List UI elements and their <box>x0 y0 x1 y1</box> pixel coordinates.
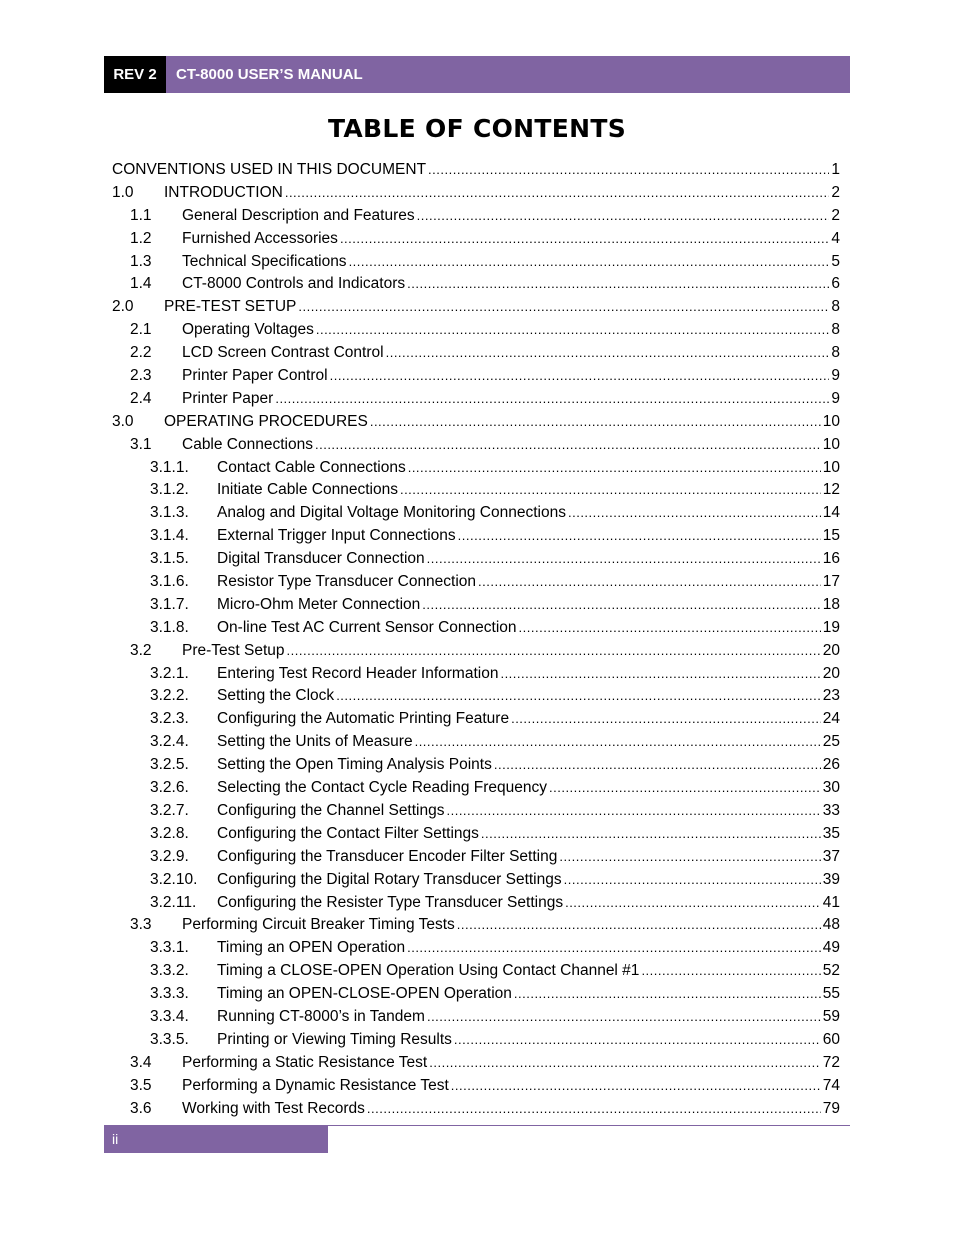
toc-entry-title: Configuring the Channel Settings <box>217 801 445 819</box>
toc-entry[interactable] <box>112 983 840 1006</box>
toc-entry-number: 2.2 <box>130 344 152 362</box>
toc-leader-dots <box>494 754 821 777</box>
toc-entry-number: 3.2.5. <box>150 756 189 774</box>
toc-entry-number: 3.2.6. <box>150 779 189 797</box>
toc-entry-page: 30 <box>822 779 840 797</box>
toc-entry-title: Furnished Accessories <box>182 229 338 247</box>
toc-entry-number: 1.0 <box>112 183 134 201</box>
toc-entry[interactable] <box>112 777 840 800</box>
toc-entry-page: 15 <box>822 527 840 545</box>
toc-leader-dots <box>400 479 821 502</box>
toc-leader-dots <box>336 685 821 708</box>
page-number: ii <box>112 1131 119 1147</box>
toc-entry[interactable] <box>112 892 840 915</box>
toc-entry[interactable] <box>112 365 840 388</box>
toc-entry-page: 17 <box>822 573 840 591</box>
toc-entry-page: 8 <box>831 321 840 339</box>
toc-entry[interactable] <box>112 296 840 319</box>
toc-entry[interactable] <box>112 411 840 434</box>
toc-leader-dots <box>367 1098 821 1121</box>
toc-entry[interactable] <box>112 502 840 525</box>
toc-entry-number: 2.4 <box>130 389 152 407</box>
toc-leader-dots <box>500 663 820 686</box>
toc-entry-page: 23 <box>822 687 840 705</box>
toc-leader-dots <box>330 365 830 388</box>
toc-entry[interactable] <box>112 182 840 205</box>
toc-entry-number: 3.2 <box>130 641 152 659</box>
toc-entry-page: 49 <box>822 939 840 957</box>
toc-entry-title: Technical Specifications <box>182 252 347 270</box>
toc-entry-page: 35 <box>822 824 840 842</box>
toc-leader-dots <box>565 892 821 915</box>
toc-entry-title: Configuring the Digital Rotary Transducer Settings <box>217 870 562 888</box>
toc-leader-dots <box>386 342 830 365</box>
toc-leader-dots <box>511 708 821 731</box>
toc-entry-title: Operating Voltages <box>182 321 314 339</box>
toc-entry[interactable] <box>112 823 840 846</box>
toc-entry-page: 26 <box>822 756 840 774</box>
footer-divider <box>328 1125 850 1126</box>
toc-entry-page: 10 <box>822 458 840 476</box>
toc-entry-title: Running CT-8000’s in Tandem <box>217 1007 425 1025</box>
toc-entry[interactable] <box>112 960 840 983</box>
toc-entry-number: 3.0 <box>112 412 134 430</box>
toc-leader-dots <box>427 1006 821 1029</box>
toc-entry-title: Selecting the Contact Cycle Reading Frequency <box>217 779 547 797</box>
toc-entry-page: 60 <box>822 1030 840 1048</box>
toc-entry[interactable] <box>112 663 840 686</box>
toc-leader-dots <box>568 502 821 525</box>
toc-leader-dots <box>478 571 821 594</box>
toc-entry[interactable] <box>112 228 840 251</box>
toc-entry[interactable] <box>112 479 840 502</box>
toc-entry-page: 20 <box>822 641 840 659</box>
toc-entry[interactable] <box>112 525 840 548</box>
toc-entry-page: 2 <box>831 206 840 224</box>
toc-entry[interactable] <box>112 594 840 617</box>
toc-leader-dots <box>287 640 821 663</box>
toc-entry-number: 3.2.9. <box>150 847 189 865</box>
toc-leader-dots <box>429 1052 821 1075</box>
toc-entry-page: 41 <box>822 893 840 911</box>
toc-entry-number: 2.0 <box>112 298 134 316</box>
toc-entry-title: Configuring the Transducer Encoder Filter Setting <box>217 847 558 865</box>
toc-entry-title: External Trigger Input Connections <box>217 527 456 545</box>
toc-entry-page: 6 <box>831 275 840 293</box>
toc-leader-dots <box>315 434 821 457</box>
toc-leader-dots <box>641 960 820 983</box>
toc-leader-dots <box>298 296 829 319</box>
toc-entry[interactable] <box>112 548 840 571</box>
toc-entry-title: General Description and Features <box>182 206 415 224</box>
toc-leader-dots <box>451 1075 821 1098</box>
toc-entry-number: 1.1 <box>130 206 152 224</box>
toc-entry-page: 16 <box>822 550 840 568</box>
toc-leader-dots <box>370 411 821 434</box>
toc-entry-page: 18 <box>822 595 840 613</box>
toc-entry[interactable] <box>112 640 840 663</box>
toc-entry-number: 3.2.10. <box>150 870 198 888</box>
toc-entry-title: Configuring the Resister Type Transducer Settings <box>217 893 564 911</box>
toc-entry[interactable] <box>112 319 840 342</box>
toc-leader-dots <box>454 1029 821 1052</box>
toc-leader-dots <box>316 319 830 342</box>
toc-entry-number: 3.1.6. <box>150 573 189 591</box>
toc-entry-page: 9 <box>831 367 840 385</box>
toc-entry-page: 5 <box>831 252 840 270</box>
toc-entry-title: Performing a Dynamic Resistance Test <box>182 1076 449 1094</box>
toc-entry-page: 4 <box>831 229 840 247</box>
toc-entry-title: Printer Paper Control <box>182 367 328 385</box>
toc-entry-page: 33 <box>822 801 840 819</box>
toc-entry-page: 52 <box>822 962 840 980</box>
toc-entry-title: OPERATING PROCEDURES <box>164 412 368 430</box>
toc-leader-dots <box>446 800 820 823</box>
toc-entry-page: 8 <box>831 298 840 316</box>
toc-entry-page: 59 <box>822 1007 840 1025</box>
toc-entry-number: 3.3.2. <box>150 962 189 980</box>
toc-entry-number: 3.2.11. <box>150 893 197 911</box>
toc-entry[interactable] <box>112 708 840 731</box>
toc-entry-number: 3.1.3. <box>150 504 189 522</box>
toc-leader-dots <box>407 937 821 960</box>
toc-leader-dots <box>415 731 821 754</box>
toc-entry[interactable] <box>112 617 840 640</box>
toc-entry-number: 3.5 <box>130 1076 152 1094</box>
toc-entry-page: 14 <box>822 504 840 522</box>
page-footer <box>104 1125 328 1153</box>
toc-entry-number: 3.1.5. <box>150 550 189 568</box>
toc-entry-number: 3.1.4. <box>150 527 189 545</box>
toc-entry-page: 10 <box>822 435 840 453</box>
toc-entry-title: Printing or Viewing Timing Results <box>217 1030 452 1048</box>
toc-entry-title: Configuring the Automatic Printing Feature <box>217 710 510 728</box>
toc-entry[interactable] <box>112 205 840 228</box>
toc-leader-dots <box>422 594 820 617</box>
toc-entry[interactable] <box>112 1029 840 1052</box>
toc-entry-title: Timing an OPEN Operation <box>217 939 406 957</box>
toc-leader-dots <box>559 846 820 869</box>
toc-leader-dots <box>519 617 821 640</box>
toc-entry-number: 2.1 <box>130 321 152 339</box>
page-title: TABLE OF CONTENTS <box>328 114 626 143</box>
toc-entry-title: Timing an OPEN-CLOSE-OPEN Operation <box>217 985 512 1003</box>
toc-leader-dots <box>564 869 821 892</box>
toc-entry[interactable] <box>112 1052 840 1075</box>
toc-entry-title: Initiate Cable Connections <box>217 481 398 499</box>
toc-entry-number: 3.2.3. <box>150 710 189 728</box>
toc-entry[interactable] <box>112 937 840 960</box>
toc-leader-dots <box>408 457 821 480</box>
table-of-contents <box>112 159 840 1120</box>
toc-entry-page: 55 <box>822 985 840 1003</box>
toc-entry-title: PRE-TEST SETUP <box>164 298 297 316</box>
toc-entry[interactable] <box>112 1075 840 1098</box>
toc-leader-dots <box>407 273 829 296</box>
toc-entry[interactable] <box>112 846 840 869</box>
toc-entry-title: CT-8000 Controls and Indicators <box>182 275 406 293</box>
toc-entry-number: 3.3.5. <box>150 1030 189 1048</box>
toc-leader-dots <box>514 983 821 1006</box>
toc-entry-number: 3.1.1. <box>150 458 189 476</box>
toc-entry-number: 2.3 <box>130 367 152 385</box>
toc-entry-number: 3.3.1. <box>150 939 189 957</box>
toc-entry-title: Setting the Clock <box>217 687 335 705</box>
toc-entry-number: 1.2 <box>130 229 152 247</box>
toc-entry-title: On-line Test AC Current Sensor Connection <box>217 618 517 636</box>
toc-leader-dots <box>428 159 829 182</box>
toc-entry-title: Configuring the Contact Filter Settings <box>217 824 479 842</box>
toc-leader-dots <box>275 388 829 411</box>
toc-entry-title: Performing Circuit Breaker Timing Tests <box>182 916 455 934</box>
toc-entry[interactable] <box>112 731 840 754</box>
toc-entry-title: INTRODUCTION <box>164 183 283 201</box>
toc-leader-dots <box>349 251 830 274</box>
toc-leader-dots <box>457 914 821 937</box>
toc-entry-page: 74 <box>822 1076 840 1094</box>
toc-entry-page: 39 <box>822 870 840 888</box>
toc-leader-dots <box>427 548 821 571</box>
toc-entry-title: Digital Transducer Connection <box>217 550 425 568</box>
page-header <box>104 56 850 93</box>
toc-entry-title: Timing a CLOSE-OPEN Operation Using Contact Channel #1 <box>217 962 640 980</box>
manual-title: CT-8000 USER’S MANUAL <box>176 66 363 83</box>
toc-leader-dots <box>285 182 830 205</box>
toc-entry-number: 3.2.2. <box>150 687 189 705</box>
toc-entry[interactable] <box>112 914 840 937</box>
toc-entry-title: Micro-Ohm Meter Connection <box>217 595 421 613</box>
toc-entry-page: 2 <box>831 183 840 201</box>
toc-entry-page: 20 <box>822 664 840 682</box>
toc-entry-title: Cable Connections <box>182 435 313 453</box>
toc-entry-title: Analog and Digital Voltage Monitoring Connections <box>217 504 566 522</box>
toc-entry[interactable] <box>112 869 840 892</box>
toc-entry-title: Printer Paper <box>182 389 274 407</box>
toc-entry-number: 1.3 <box>130 252 152 270</box>
toc-entry-page: 19 <box>822 618 840 636</box>
toc-entry-page: 37 <box>822 847 840 865</box>
toc-entry-number: 3.3.4. <box>150 1007 189 1025</box>
toc-entry-page: 48 <box>822 916 840 934</box>
toc-entry-number: 3.1 <box>130 435 152 453</box>
toc-entry-number: 3.3.3. <box>150 985 189 1003</box>
toc-leader-dots <box>549 777 821 800</box>
toc-entry-page: 12 <box>822 481 840 499</box>
toc-entry[interactable] <box>112 342 840 365</box>
toc-leader-dots <box>340 228 829 251</box>
toc-entry-page: 10 <box>822 412 840 430</box>
toc-entry[interactable] <box>112 685 840 708</box>
toc-entry[interactable] <box>112 571 840 594</box>
toc-entry-number: 3.1.7. <box>150 595 189 613</box>
toc-entry-title: CONVENTIONS USED IN THIS DOCUMENT <box>112 161 427 178</box>
toc-entry-number: 1.4 <box>130 275 152 293</box>
toc-entry-page: 9 <box>831 389 840 407</box>
toc-entry-title: Performing a Static Resistance Test <box>182 1053 428 1071</box>
toc-entry[interactable] <box>112 159 840 182</box>
toc-entry-number: 3.3 <box>130 916 152 934</box>
toc-entry[interactable] <box>112 388 840 411</box>
toc-entry[interactable] <box>112 1098 840 1121</box>
toc-entry-number: 3.6 <box>130 1099 152 1117</box>
toc-leader-dots <box>481 823 821 846</box>
toc-entry[interactable] <box>112 1006 840 1029</box>
toc-entry-title: Pre-Test Setup <box>182 641 285 659</box>
toc-leader-dots <box>417 205 830 228</box>
revision-label: REV 2 <box>104 56 166 93</box>
toc-entry-number: 3.1.8. <box>150 618 189 636</box>
toc-entry-title: Contact Cable Connections <box>217 458 406 476</box>
toc-entry[interactable] <box>112 251 840 274</box>
toc-entry-title: Setting the Open Timing Analysis Points <box>217 756 492 774</box>
toc-entry-title: Setting the Units of Measure <box>217 733 413 751</box>
toc-entry-page: 25 <box>822 733 840 751</box>
toc-entry-page: 79 <box>822 1099 840 1117</box>
toc-entry[interactable] <box>112 754 840 777</box>
toc-entry-number: 3.4 <box>130 1053 152 1071</box>
toc-leader-dots <box>458 525 821 548</box>
toc-entry-number: 3.2.7. <box>150 801 189 819</box>
toc-entry-number: 3.2.1. <box>150 664 189 682</box>
toc-entry[interactable] <box>112 434 840 457</box>
toc-entry-number: 3.1.2. <box>150 481 189 499</box>
toc-entry-title: Entering Test Record Header Information <box>217 664 499 682</box>
toc-entry[interactable] <box>112 457 840 480</box>
toc-entry-page: 1 <box>831 161 840 178</box>
toc-entry-title: LCD Screen Contrast Control <box>182 344 384 362</box>
toc-entry[interactable] <box>112 273 840 296</box>
toc-entry[interactable] <box>112 800 840 823</box>
toc-entry-page: 72 <box>822 1053 840 1071</box>
toc-entry-title: Resistor Type Transducer Connection <box>217 573 477 591</box>
toc-entry-title: Working with Test Records <box>182 1099 365 1117</box>
toc-entry-number: 3.2.8. <box>150 824 189 842</box>
toc-entry-page: 8 <box>831 344 840 362</box>
toc-entry-page: 24 <box>822 710 840 728</box>
toc-entry-number: 3.2.4. <box>150 733 189 751</box>
